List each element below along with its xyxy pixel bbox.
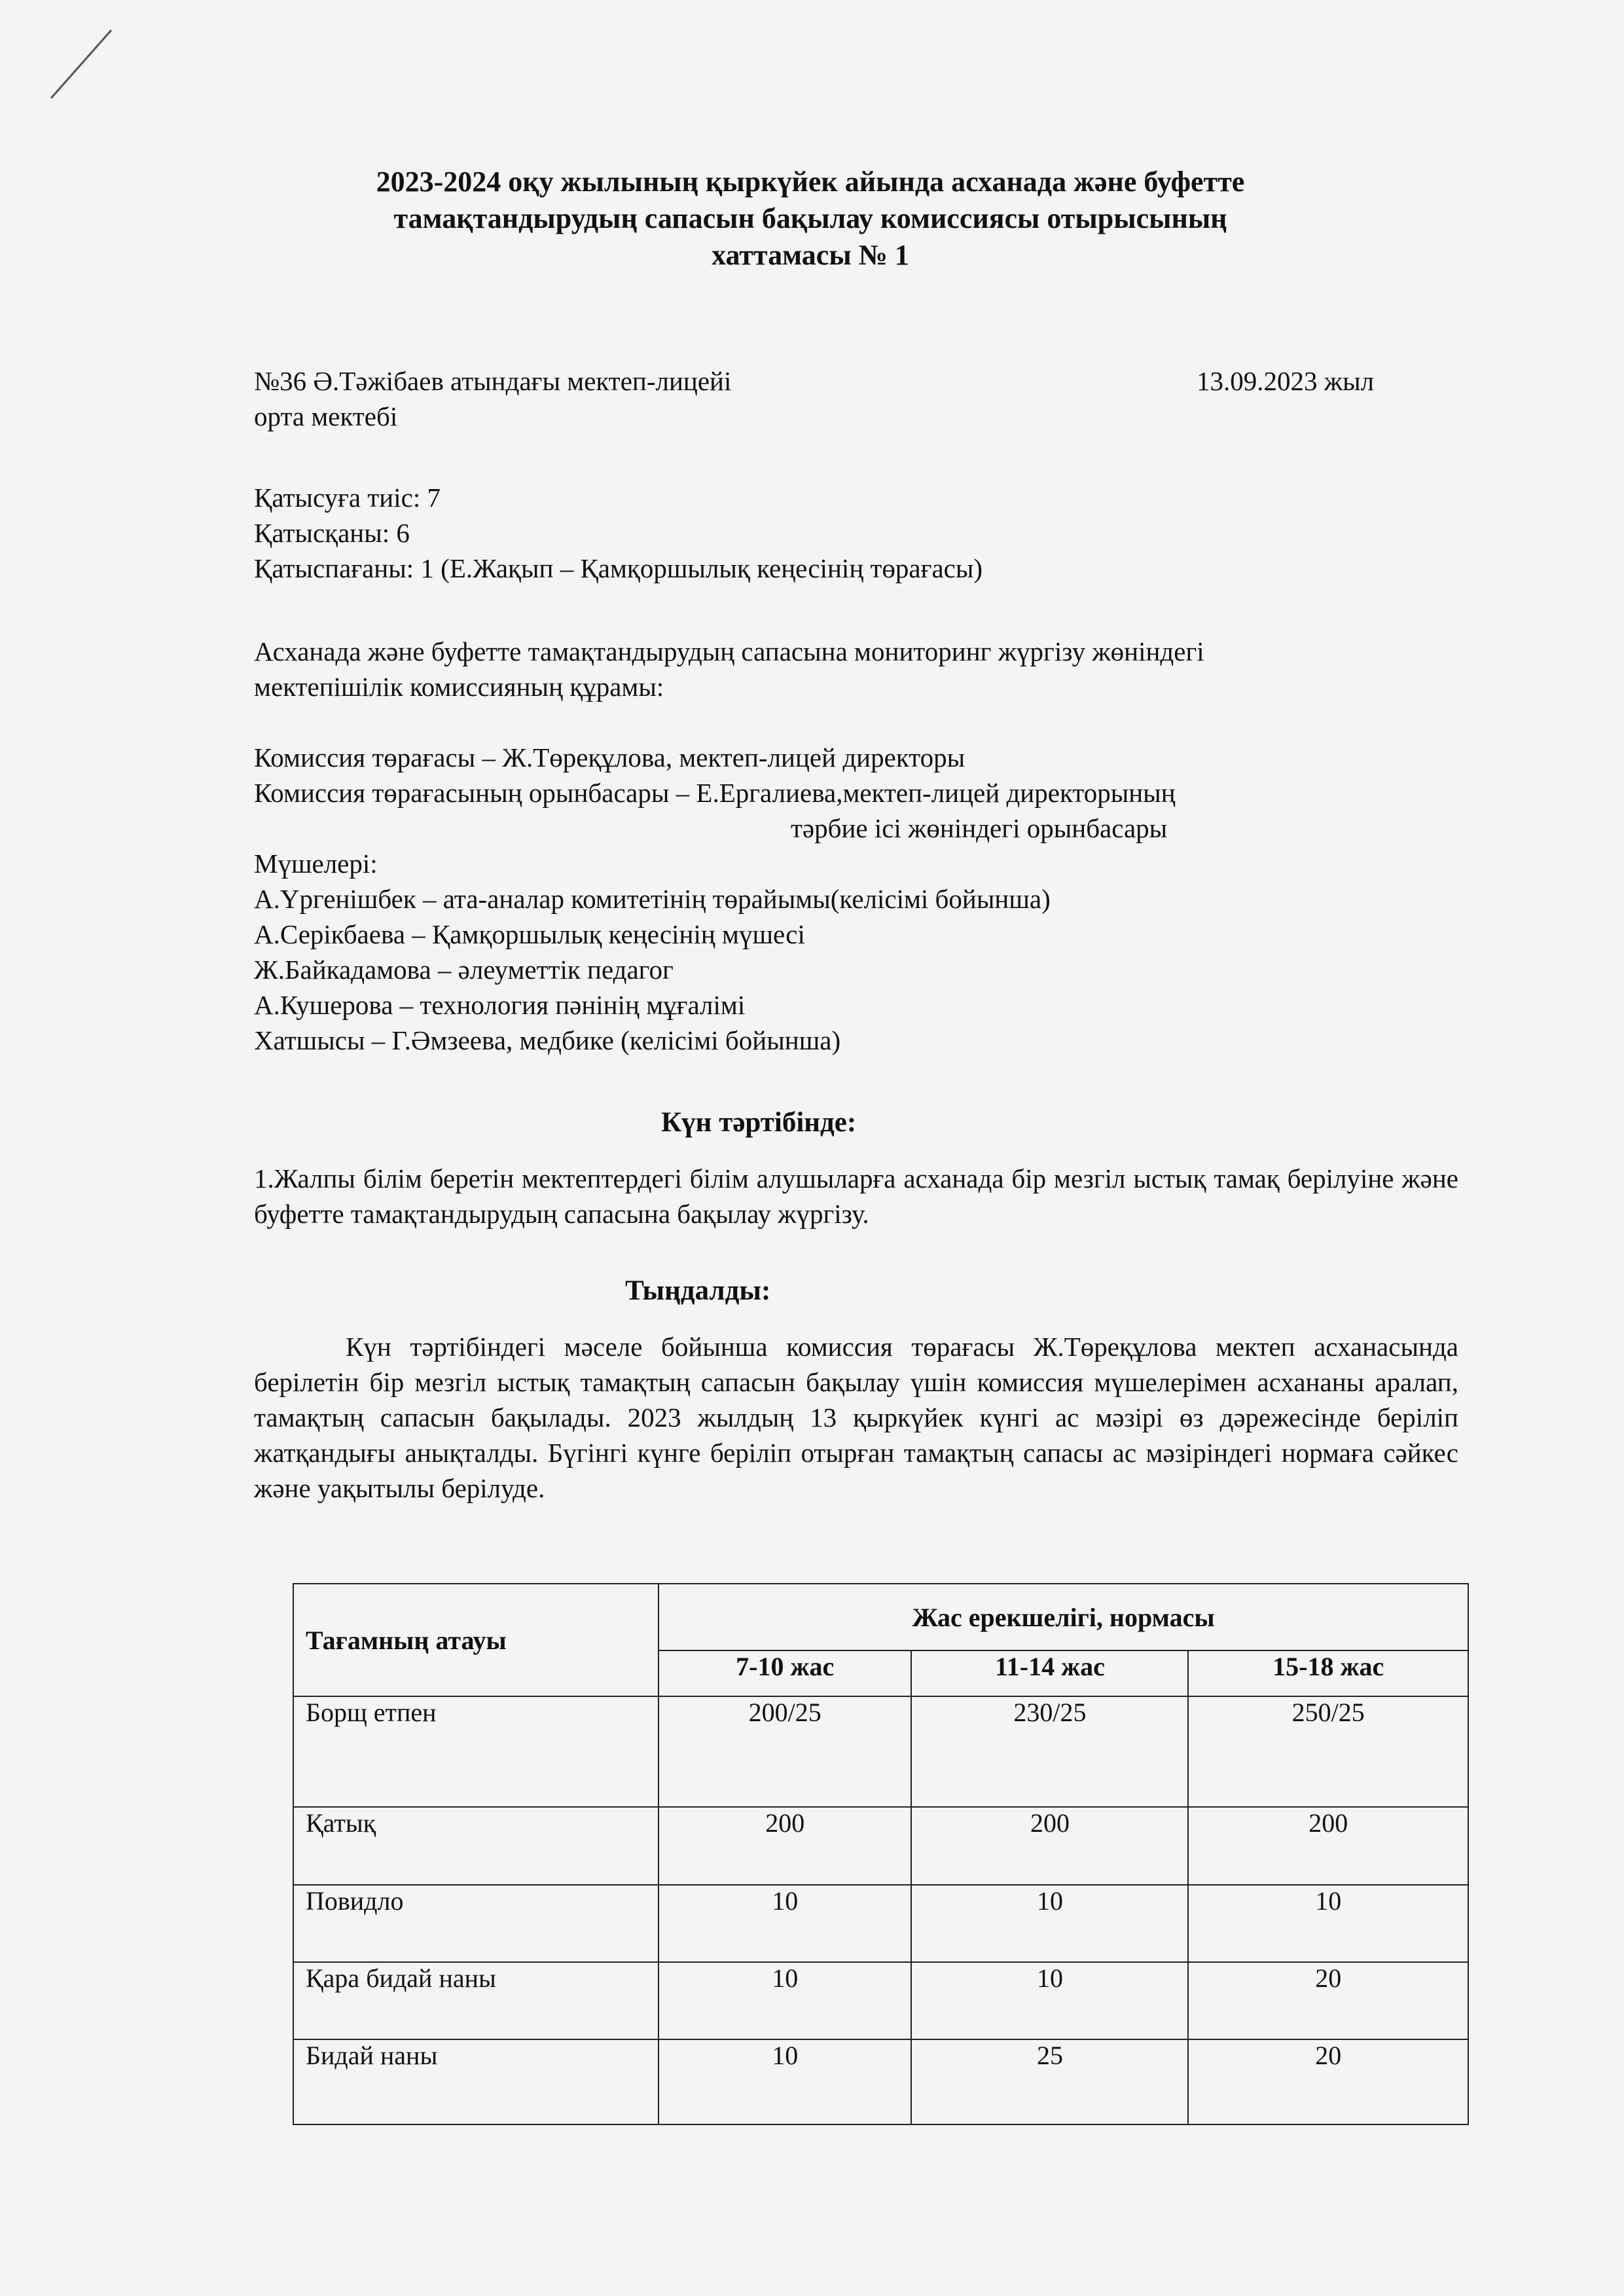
norm-value: 10 [1188,1885,1468,1962]
members-label: Мүшелері: [254,848,378,879]
norm-value: 25 [911,2039,1188,2124]
dish-name: Повидло [293,1885,659,1962]
title-line-3: хаттамасы № 1 [712,239,909,271]
school-name [254,363,731,434]
table-header-age: 11-14 жас [911,1650,1188,1696]
table-header-age: 15-18 жас [1188,1650,1468,1696]
norm-value: 200 [659,1807,911,1885]
table-row [293,2039,1468,2124]
document-title [254,164,1367,274]
title-line-1: 2023-2024 оқу жылының қыркүйек айында асханада және буфетте [376,166,1245,198]
norm-value: 10 [659,1885,911,1962]
norm-value: 10 [911,1885,1188,1962]
title-line-2: тамақтандырудың сапасын бақылау комиссиясы отырысының [393,202,1227,234]
attendance-block [254,480,983,586]
pen-stroke-mark [39,26,118,105]
dish-name: Борщ етпен [293,1696,659,1807]
member-item: А.Үргенішбек – ата-аналар комитетінің төрайымы(келісімі бойынша) [254,884,1051,914]
table-row [293,1962,1468,2039]
norm-value: 200 [911,1807,1188,1885]
document-date: 13.09.2023 жыл [1197,366,1375,396]
dish-name: Бидай наны [293,2039,659,2124]
norm-value: 10 [659,2039,911,2124]
attendance-absent: Қатыспағаны: 1 (Е.Жақып – Қамқоршылық кеңесінің төрағасы) [254,553,983,583]
secretary-item: Хатшысы – Г.Әмзеева, медбике (келісімі бойынша) [254,1025,841,1055]
attendance-present: Қатысқаны: 6 [254,518,410,548]
dish-name: Қатық [293,1807,659,1885]
commission-intro-line-1: Асханада және буфетте тамақтандырудың сапасына мониторинг жүргізу жөніндегі [254,636,1204,666]
norm-value: 10 [659,1962,911,2039]
dish-name: Қара бидай наны [293,1962,659,2039]
attendance-should: Қатысуға тиіс: 7 [254,483,441,513]
school-line-1: №36 Ә.Тәжібаев атындағы мектеп-лицейі [254,366,732,396]
norm-value: 200/25 [659,1696,911,1807]
norm-value: 20 [1188,1962,1468,2039]
member-item: А.Кушерова – технология пәнінің мұғалімі [254,990,746,1020]
commission-deputy: Комиссия төрағасының орынбасары – Е.Ергалиева,мектеп-лицей директорының [254,778,1176,808]
agenda-item: 1.Жалпы білім беретін мектептердегі білім алушыларға асханада бір мезгіл ыстық тамақ берілуіне және буфетте тамақтандырудың сапасына бақылау жүргізу. [254,1163,1458,1229]
table-header-age-group: Жас ерекшелігі, нормасы [659,1584,1468,1650]
commission-deputy-role: тәрбие ісі жөніндегі орынбасары [791,813,1168,843]
member-item: А.Серікбаева – Қамқоршылық кеңесінің мүшесі [254,919,805,949]
table-row [293,1807,1468,1885]
commission-chair: Комиссия төрағасы – Ж.Төреқұлова, мектеп-лицей директоры [254,742,965,773]
table-header-dish: Тағамның атауы [293,1584,659,1696]
table-header-age: 7-10 жас [659,1650,911,1696]
commission-composition [254,740,1176,1058]
commission-intro [254,634,1204,704]
norm-value: 250/25 [1188,1696,1468,1807]
norm-value: 10 [911,1962,1188,2039]
norm-value: 200 [1188,1807,1468,1885]
member-item: Ж.Байкадамова – әлеуметтік педагог [254,955,674,985]
table-row [293,1696,1468,1807]
norm-value: 230/25 [911,1696,1188,1807]
school-line-2: орта мектебі [254,401,398,431]
table-row [293,1885,1468,1962]
menu-norms-table [293,1583,1469,2125]
heard-text: Күн тәртібіндегі мәселе бойынша комиссия төрағасы Ж.Төреқұлова мектеп асханасында берілетін бір мезгіл ыстық тамақтың сапасын бақылау үшін комиссия мүшелерімен асхананы аралап, тамақтың сапасын бақылады. 2023 жылдың 13 қыркүйек күнгі ас мәзірі өз дәрежесінде беріліп жатқандығы анықталды. Бүгінгі күнге беріліп отырған тамақтың сапасы ас мәзіріндегі нормаға сәйкес және уақытылы берілуде. [254,1332,1458,1503]
heard-heading: Тыңдалды: [625,1275,771,1306]
agenda-heading: Күн тәртібінде: [661,1107,857,1138]
norm-value: 20 [1188,2039,1468,2124]
commission-intro-line-2: мектепішілік комиссияның құрамы: [254,672,664,702]
